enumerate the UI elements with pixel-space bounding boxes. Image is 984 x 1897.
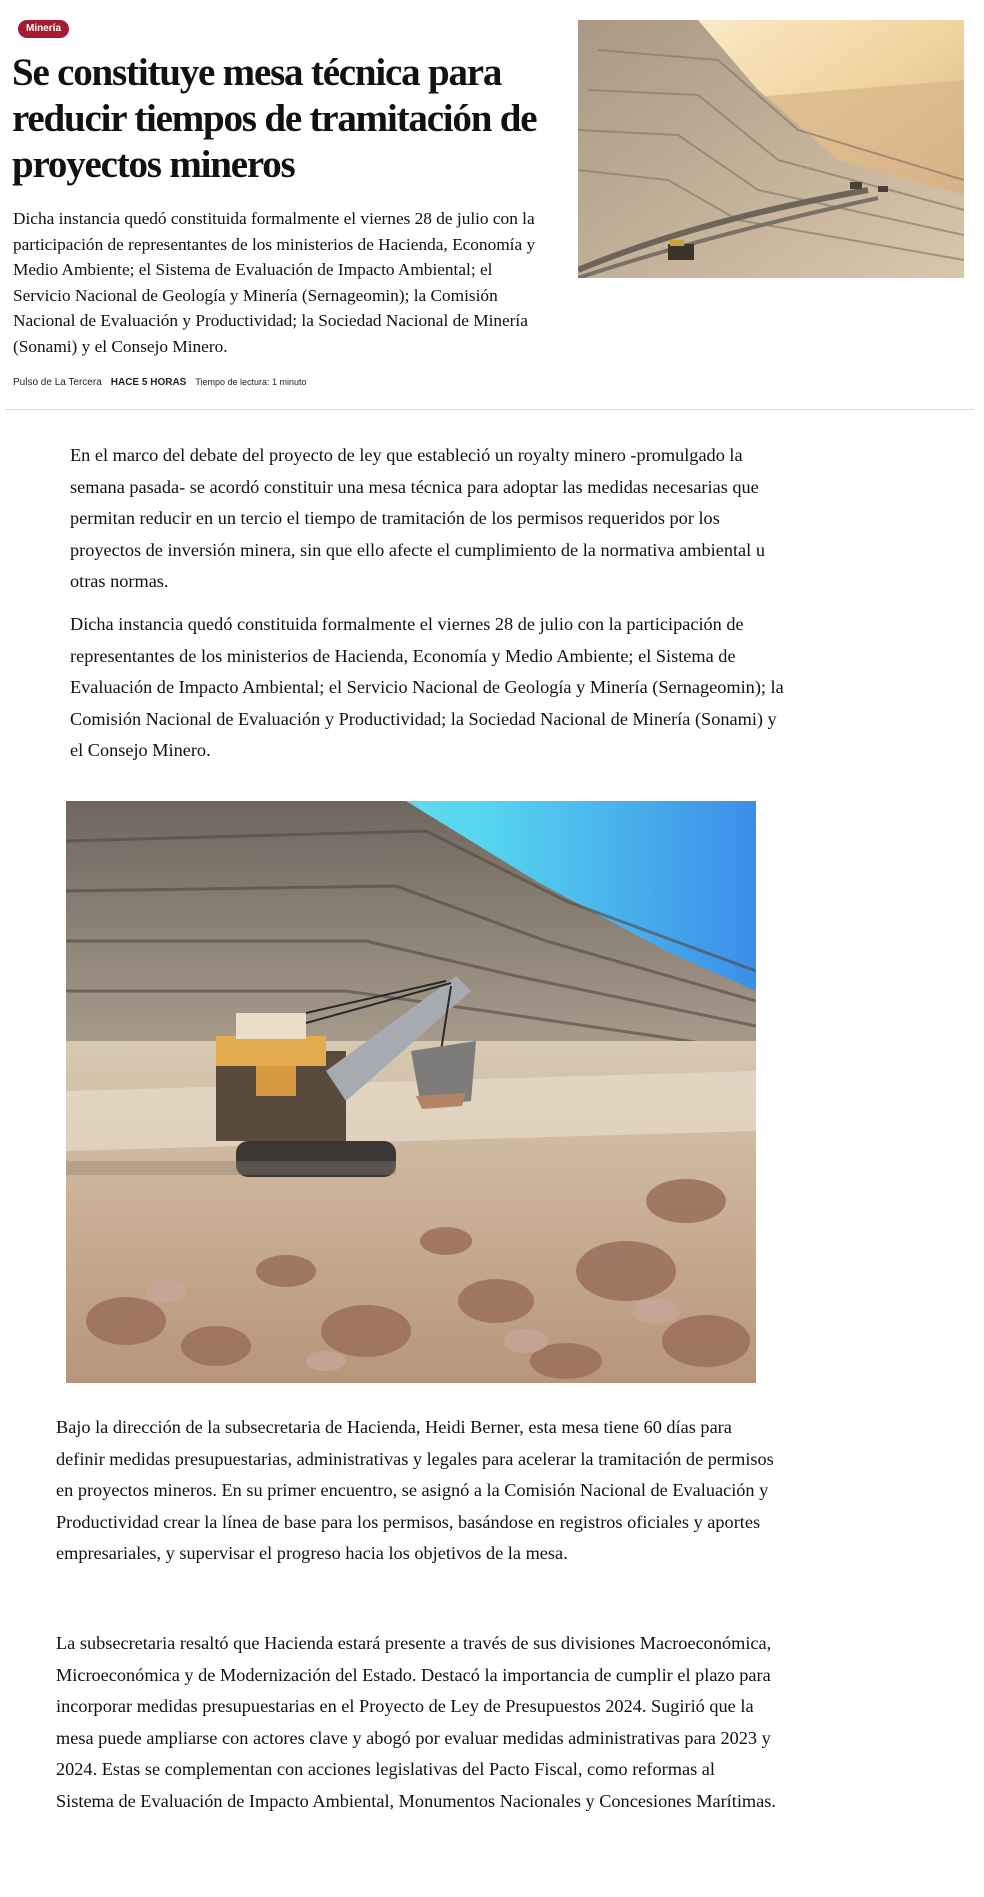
author-link[interactable]: Pulso de La Tercera bbox=[13, 376, 102, 388]
body-paragraph-3: Bajo la dirección de la subsecretaria de Hacienda, Heidi Berner, esta mesa tiene 60 días para definir medidas presupuestarias, administrativas y legales para acelerar la tramitación de permisos en proyectos mineros. En su primer encuentro, se asignó a la Comisión Nacional de Evaluación y Productividad crear la línea de base para los permisos, basándose en registros oficiales y aportes empresariales, y supervisar el progreso hacia los objetivos de la mesa. bbox=[56, 1417, 774, 1563]
header-divider bbox=[5, 409, 974, 410]
article-title: Se constituye mesa técnica para reducir tiempos de tramitación de proyectos mineros bbox=[12, 51, 537, 186]
reading-time: Tiempo de lectura: 1 minuto bbox=[195, 377, 307, 387]
article-header bbox=[0, 0, 984, 410]
hero-image bbox=[578, 20, 964, 278]
article-meta bbox=[13, 375, 307, 389]
body-paragraph-4: La subsecretaria resaltó que Hacienda estará presente a través de sus divisiones Macroeconómica, Microeconómica y de Modernización del Estado. Destacó la importancia de cumplir el plazo para incorporar medidas presupuestarias en el Proyecto de Ley de Presupuestos 2024. Sugirió que la mesa puede ampliarse con actores clave y abogó por evaluar medidas administrativas para 2023 y 2024. Estas se complementan con acciones legislativas del Pacto Fiscal, como reformas al Sistema de Evaluación de Impacto Ambiental, Monumentos Nacionales y Concesiones Marítimas. bbox=[56, 1633, 776, 1811]
publish-time: HACE 5 HORAS bbox=[110, 376, 187, 388]
excavator-photo bbox=[66, 801, 756, 1383]
body-paragraph-2: Dicha instancia quedó constituida formalmente el viernes 28 de julio con la participación de representantes de los ministerios de Hacienda, Economía y Medio Ambiente; el Sistema de Evaluación de Impacto Ambiental; el Servicio Nacional de Geología y Minería (Sernageomin); la Comisión Nacional de Evaluación y Productividad; la Sociedad Nacional de Minería (Sonami) y el Consejo Minero. bbox=[70, 614, 784, 760]
category-tag[interactable]: Minería bbox=[18, 20, 69, 38]
article-lead: Dicha instancia quedó constituida formalmente el viernes 28 de julio con la participación de representantes de los ministerios de Hacienda, Economía y Medio Ambiente; el Sistema de Evaluación de Impacto Ambiental; el Servicio Nacional de Geología y Minería (Sernageomin); la Comisión Nacional de Evaluación y Productividad; la Sociedad Nacional de Minería (Sonami) y el Consejo Minero. bbox=[13, 209, 536, 356]
body-paragraph-1: En el marco del debate del proyecto de ley que estableció un royalty minero -promulgado la semana pasada- se acordó constituir una mesa técnica para adoptar las medidas necesarias que permitan reducir en un tercio el tiempo de tramitación de los permisos requeridos por los proyectos de inversión minera, sin que ello afecte el cumplimiento de la normativa ambiental u otras normas. bbox=[70, 445, 765, 591]
